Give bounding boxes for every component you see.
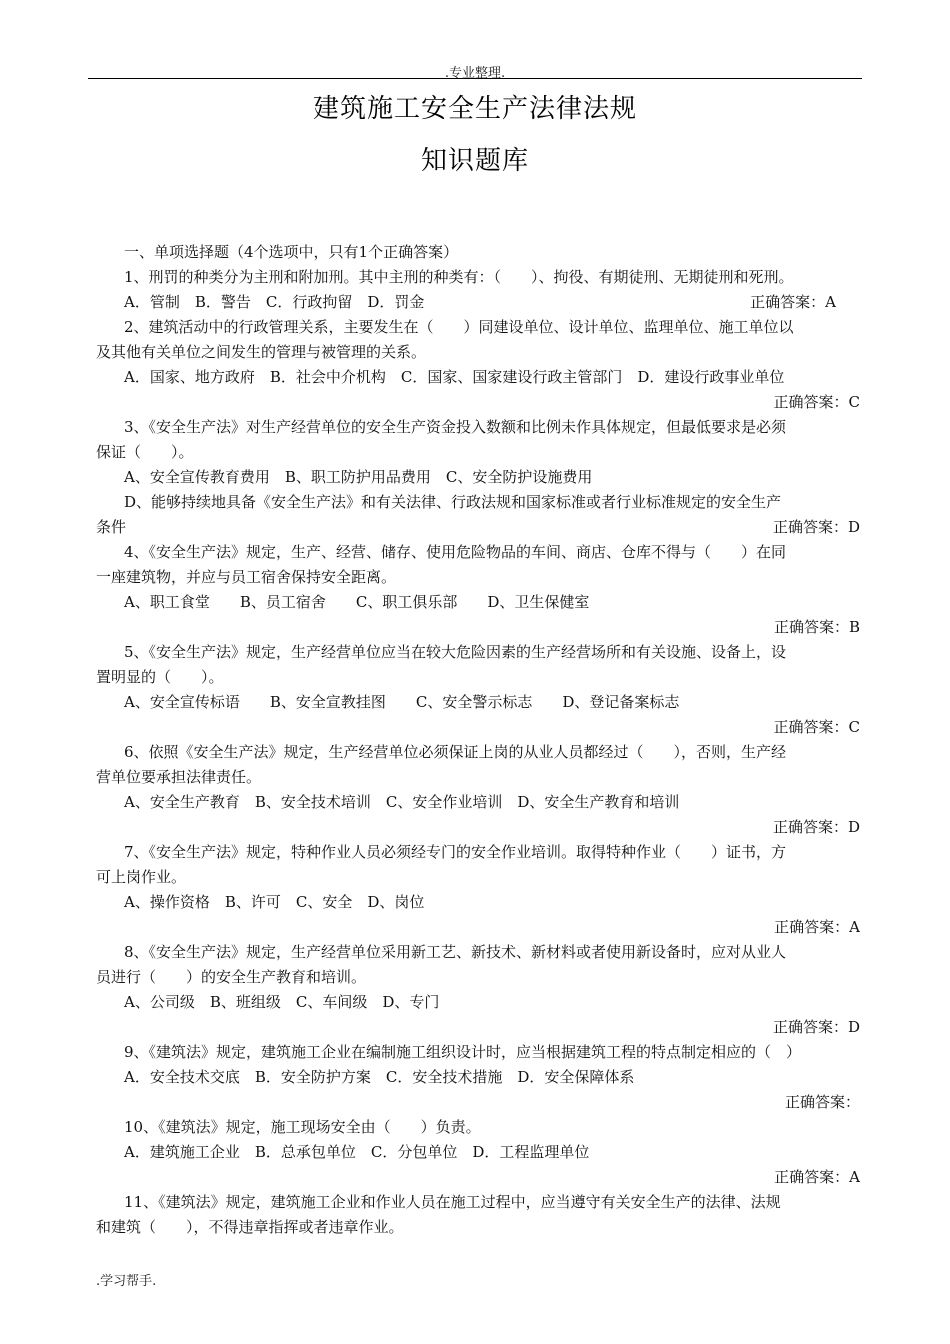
line-text: A．管制 B．警告 C．行政拘留 D．罚金 [124, 293, 425, 311]
line-text: A、安全宣传教育费用 B、职工防护用品费用 C、安全防护设施费用 [124, 468, 593, 486]
line-text: 11、《建筑法》规定，建筑施工企业和作业人员在施工过程中，应当遵守有关安全生产的法律、法规 [124, 1193, 781, 1211]
answer-text: 正确答案：A [774, 1168, 860, 1186]
answer-line [96, 615, 860, 640]
text-line [96, 1115, 860, 1140]
line-text: 条件 [96, 518, 127, 536]
document-subtitle: 知识题库 [420, 146, 529, 176]
text-line [96, 1040, 860, 1065]
line-text: 7、《安全生产法》规定，特种作业人员必须经专门的安全作业培训。取得特种作业（ ）证书，方 [124, 843, 787, 861]
options-line [96, 890, 860, 915]
header-rule [88, 78, 862, 79]
answer-text: 正确答案：A [774, 918, 860, 936]
line-text: 9、《建筑法》规定，建筑施工企业在编制施工组织设计时，应当根据建筑工程的特点制定相应的（ ） [124, 1043, 802, 1061]
options-line [96, 790, 860, 815]
text-line [96, 540, 860, 565]
line-text: A、安全生产教育 B、安全技术培训 C、安全作业培训 D、安全生产教育和培训 [124, 793, 680, 811]
answer-line [96, 1015, 860, 1040]
line-text: A．建筑施工企业 B．总承包单位 C．分包单位 D．工程监理单位 [124, 1143, 590, 1161]
options-line [96, 465, 860, 490]
options-line [96, 590, 860, 615]
options-line [96, 365, 860, 390]
line-text: A、安全宣传标语 B、安全宣教挂图 C、安全警示标志 D、登记备案标志 [124, 693, 680, 711]
question-list [96, 240, 860, 1240]
answer-text: 正确答案：D [772, 518, 860, 536]
line-text: 员进行（ ）的安全生产教育和培训。 [96, 968, 367, 986]
document-title: 建筑施工安全生产法律法规 [312, 94, 637, 124]
page-footer: .学习帮手. [96, 1274, 157, 1289]
line-text: A、公司级 B、班组级 C、车间级 D、专门 [124, 993, 440, 1011]
line-text: A．安全技术交底 B．安全防护方案 C．安全技术措施 D．安全保障体系 [124, 1068, 635, 1086]
line-text: 4、《安全生产法》规定，生产、经营、储存、使用危险物品的车间、商店、仓库不得与（ ）在同 [124, 543, 787, 561]
text-line [96, 440, 860, 465]
line-text: 营单位要承担法律责任。 [96, 768, 262, 786]
text-line [96, 865, 860, 890]
text-line [96, 515, 860, 540]
line-text: 8、《安全生产法》规定，生产经营单位采用新工艺、新技术、新材料或者使用新设备时，应对从业人 [124, 943, 787, 961]
options-line [96, 690, 860, 715]
text-line [96, 1190, 860, 1215]
answer-text: 正确答案：C [773, 718, 860, 736]
answer-line [96, 815, 860, 840]
answer-line [96, 715, 860, 740]
answer-line [96, 1165, 860, 1190]
answer-text: 正确答案： [784, 1093, 860, 1111]
options-line [96, 290, 860, 315]
text-line [96, 315, 860, 340]
line-text: 保证（ ）。 [96, 443, 194, 461]
answer-line [96, 915, 860, 940]
line-text: 可上岗作业。 [96, 868, 187, 886]
text-line [96, 415, 860, 440]
text-line [96, 840, 860, 865]
line-text: A、职工食堂 B、员工宿舍 C、职工俱乐部 D、卫生保健室 [124, 593, 590, 611]
line-text: 5、《安全生产法》规定，生产经营单位应当在较大危险因素的生产经营场所和有关设施、设备上，设 [124, 643, 787, 661]
text-line [96, 1215, 860, 1240]
options-line [96, 1065, 860, 1090]
text-line [96, 640, 860, 665]
line-text: 1、刑罚的种类分为主刑和附加刑。其中主刑的种类有：（ ）、拘役、有期徒刑、无期徒刑和死刑。 [124, 268, 794, 286]
text-line [96, 565, 860, 590]
line-text: 10、《建筑法》规定，施工现场安全由（ ）负责。 [124, 1118, 481, 1136]
line-text: 6、依照《安全生产法》规定，生产经营单位必须保证上岗的从业人员都经过（ ），否则，生产经 [124, 743, 787, 761]
text-line [96, 740, 860, 765]
line-text: 一座建筑物，并应与员工宿舍保持安全距离。 [96, 568, 397, 586]
line-text: 一、单项选择题（4个选项中，只有1个正确答案） [124, 243, 459, 261]
text-line [96, 965, 860, 990]
answer-text: 正确答案：A [750, 293, 836, 311]
line-text: 置明显的（ ）。 [96, 668, 224, 686]
text-line [96, 665, 860, 690]
text-line [96, 240, 860, 265]
line-text: 3、《安全生产法》对生产经营单位的安全生产资金投入数额和比例未作具体规定，但最低要求是必须 [124, 418, 787, 436]
answer-text: 正确答案：D [772, 1018, 860, 1036]
answer-text: 正确答案：D [772, 818, 860, 836]
text-line [96, 265, 860, 290]
text-line [96, 490, 860, 515]
line-text: 2、建筑活动中的行政管理关系，主要发生在（ ）同建设单位、设计单位、监理单位、施工单位以 [124, 318, 794, 336]
text-line [96, 340, 860, 365]
line-text: 及其他有关单位之间发生的管理与被管理的关系。 [96, 343, 427, 361]
options-line [96, 990, 860, 1015]
text-line [96, 940, 860, 965]
answer-text: 正确答案：C [773, 393, 860, 411]
answer-text: 正确答案：B [773, 618, 860, 636]
text-line [96, 765, 860, 790]
line-text: D、能够持续地具备《安全生产法》和有关法律、行政法规和国家标准或者行业标准规定的安全生产 [124, 493, 782, 511]
answer-line [96, 390, 860, 415]
line-text: A、操作资格 B、许可 C、安全 D、岗位 [124, 893, 425, 911]
line-text: 和建筑（ ），不得违章指挥或者违章作业。 [96, 1218, 404, 1236]
options-line [96, 1140, 860, 1165]
answer-line [96, 1090, 860, 1115]
line-text: A．国家、地方政府 B．社会中介机构 C．国家、国家建设行政主管部门 D．建设行政事业单位 [124, 368, 785, 386]
page-header: .专业整理. [444, 66, 506, 81]
